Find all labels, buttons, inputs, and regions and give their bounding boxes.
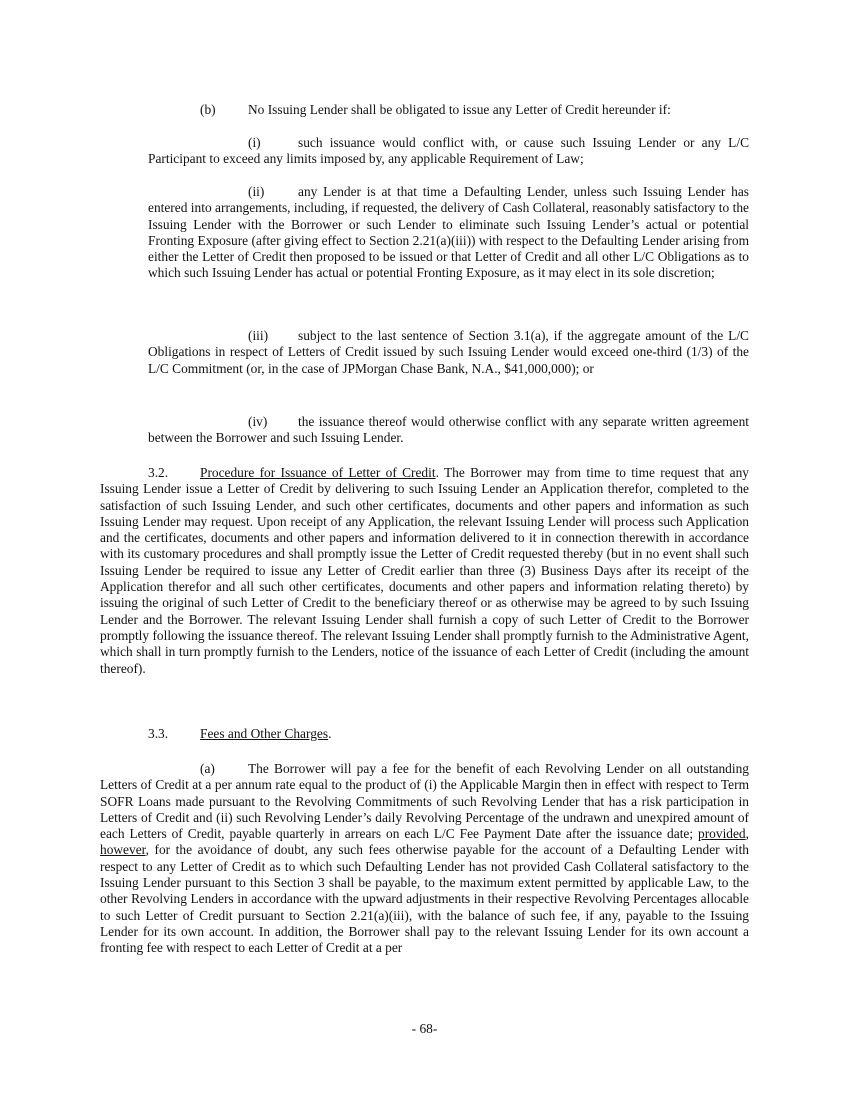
item-iv bbox=[148, 414, 749, 447]
provided-comma: , bbox=[745, 826, 749, 842]
section-3-3-tail: . bbox=[328, 726, 332, 741]
section-3-2-text: . The Borrower may from time to time request that any Issuing Lender issue a Letter of Credit by delivering to such Issuing Lender an Application therefor, completed to the satisfaction of such Issuing Lender, and such other certificates, documents and other papers and information as such Issuing Lender may request. Upon receipt of any Application, the relevant Issuing Lender will process such Application and the certificates, documents and other papers and information delivered to it in connection therewith in accordance with its customary procedures and shall promptly issue the Letter of Credit requested thereby (but in no event shall such Issuing Lender be required to issue any Letter of Credit earlier than three (3) Business Days after its receipt of the Application therefor and all such other certificates, documents and other papers and information relating thereto) by issuing the original of such Letter of Credit to the beneficiary thereof or as otherwise may be agreed to by such Issuing Lender and the Borrower. The relevant Issuing Lender shall furnish a copy of such Letter of Credit to the Borrower promptly following the issuance thereof. The relevant Issuing Lender shall promptly furnish to the Administrative Agent, which shall in turn promptly furnish to the Lenders, notice of the issuance of each Letter of Credit (including the amount thereof). bbox=[100, 465, 749, 676]
section-3-2-heading: Procedure for Issuance of Letter of Credit bbox=[200, 465, 436, 480]
item-ii-text: any Lender is at that time a Defaulting Lender, unless such Issuing Lender has entered into arrangements, including, if requested, the delivery of Cash Collateral, reasonably satisfactory to the Issuing Lender with the Borrower or such Lender to eliminate such Issuing Lender’s actual or potential Fronting Exposure (after giving effect to Section 2.21(a)(iii)) with respect to the Defaulting Lender arising from either the Letter of Credit then proposed to be issued or that Letter of Credit and all other L/C Obligations as to which such Issuing Lender has actual or potential Fronting Exposure, as it may elect in its sole discretion; bbox=[148, 184, 749, 281]
section-3-2-number: 3.2. bbox=[148, 465, 169, 480]
paragraph-3-3-a-label: (a) bbox=[200, 761, 215, 776]
section-3-3-number: 3.3. bbox=[148, 726, 169, 741]
item-iii-text: subject to the last sentence of Section 3.1(a), if the aggregate amount of the L/C Obligations in respect of Letters of Credit issued by such Issuing Lender would exceed one-third (1/3) of the L/C Commitment (or, in the case of JPMorgan Chase Bank, N.A., $41,000,000); or bbox=[148, 328, 749, 376]
item-ii bbox=[148, 184, 749, 282]
item-iv-text: the issuance thereof would otherwise conflict with any separate written agreement between the Borrower and such Issuing Lender. bbox=[148, 414, 749, 446]
paragraph-3-3-a-text-after: , for the avoidance of doubt, any such fees otherwise payable for the account of a Defaulting Lender with respect to any Letter of Credit as to which such Defaulting Lender has not provided Cash Collateral satisfactory to the Issuing Lender pursuant to this Section 3 shall be payable, to the maximum extent permitted by applicable Law, to the other Revolving Lenders in accordance with the upward adjustments in their respective Revolving Percentages allocable to such Letter of Credit pursuant to Section 2.21(a)(iii), with the balance of such fee, if any, payable to the Issuing Lender for its own account. In addition, the Borrower shall pay to the relevant Issuing Lender for its own account a fronting fee with respect to each Letter of Credit at a per bbox=[100, 842, 749, 956]
item-ii-label: (ii) bbox=[248, 184, 265, 199]
paragraph-b-text: No Issuing Lender shall be obligated to issue any Letter of Credit hereunder if: bbox=[248, 102, 671, 117]
item-i-text: such issuance would conflict with, or cause such Issuing Lender or any L/C Participant to exceed any limits imposed by, any applicable Requirement of Law; bbox=[148, 135, 749, 167]
item-iii-label: (iii) bbox=[248, 328, 269, 343]
section-3-2 bbox=[100, 465, 749, 677]
section-3-3 bbox=[100, 726, 749, 742]
page-number: - 68- bbox=[411, 1021, 438, 1036]
item-i-label: (i) bbox=[248, 135, 261, 150]
paragraph-3-3-a-text-before: The Borrower will pay a fee for the benefit of each Revolving Lender on all outstanding Letters of Credit at a per annum rate equal to the product of (i) the Applicable Margin then in effect with respect to Term SOFR Loans made pursuant to the Revolving Commitments of such Revolving Lender that has a risk participation in Letters of Credit and (ii) such Revolving Lender’s daily Revolving Percentage of the undrawn and unexpired amount of each Letters of Credit, payable quarterly in arrears on each L/C Fee Payment Date after the issuance date; bbox=[100, 761, 749, 842]
provided-term: provided bbox=[698, 826, 746, 842]
item-iv-label: (iv) bbox=[248, 414, 268, 429]
paragraph-b-label: (b) bbox=[200, 102, 216, 117]
paragraph-b bbox=[200, 102, 760, 118]
item-i bbox=[148, 135, 749, 168]
item-iii bbox=[148, 328, 749, 377]
however-term: however bbox=[100, 842, 146, 858]
section-3-3-heading: Fees and Other Charges bbox=[200, 726, 329, 741]
paragraph-3-3-a bbox=[100, 761, 749, 957]
